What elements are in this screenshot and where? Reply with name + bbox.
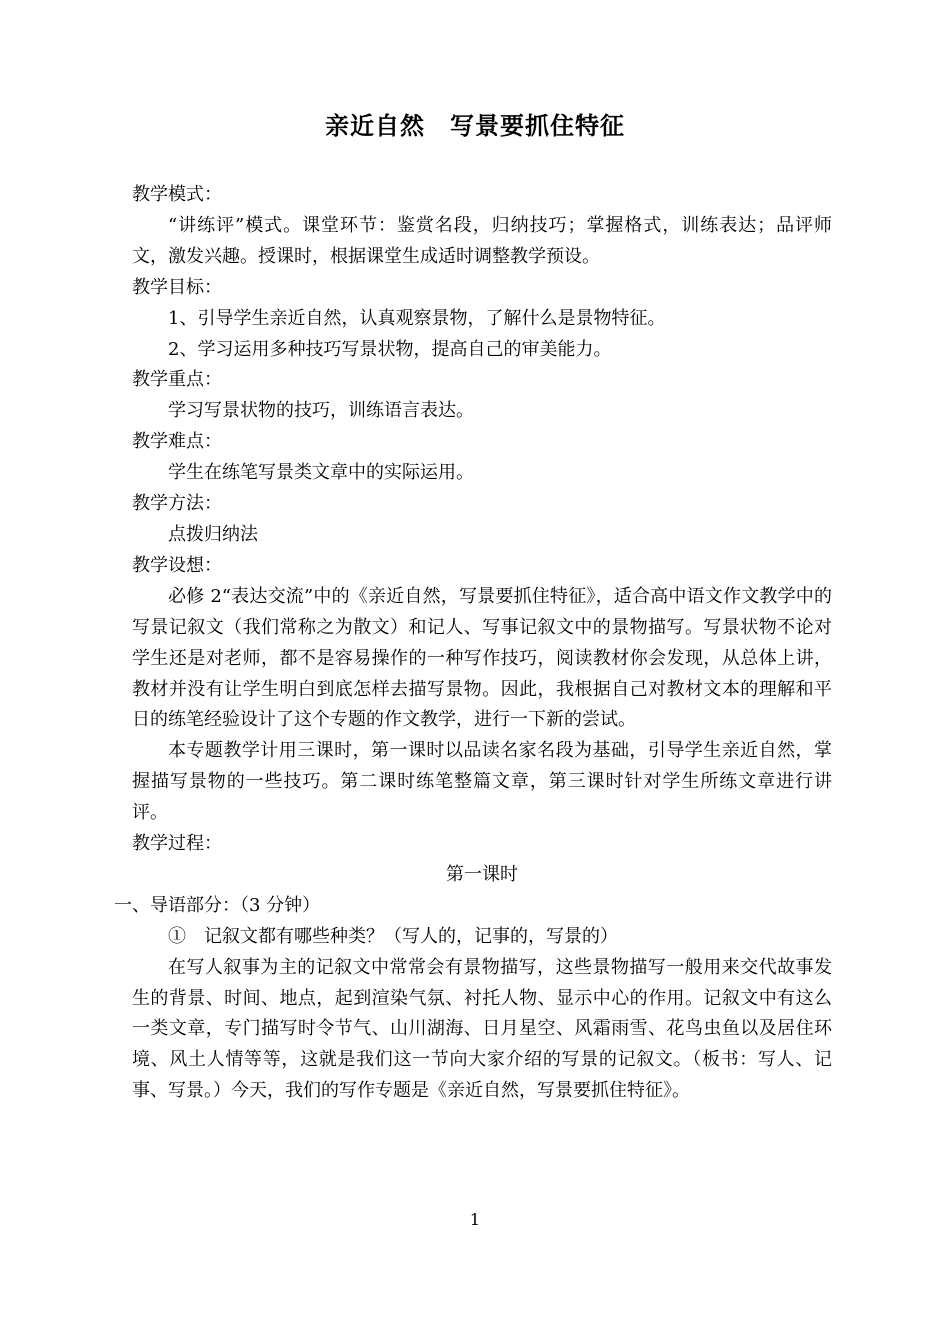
paragraph-teaching-goals-heading: 教学目标： [132,276,222,298]
paragraph-difficulties-heading: 教学难点： [132,431,222,453]
paragraph-question-1: ① 记叙文都有哪些种类？（写人的，记事的，写景的） [168,925,618,947]
paragraph-design-2: 本专题教学计用三课时，第一课时以品读名家名段为基础，引导学生亲近自然，掌握描写景物的一些技巧。第二课时练笔整篇文章，第三课时针对学生所练文章进行讲评。 [132,740,832,824]
paragraph-key-points: 学习写景状物的技巧，训练语言表达。 [168,400,474,422]
paragraph-process-heading: 教学过程： [132,833,222,855]
paragraph-teaching-mode: “讲练评”模式。课堂环节：鉴赏名段，归纳技巧；掌握格式，训练表达；品评师文，激发兴趣。授课时，根据课堂生成适时调整教学预设。 [132,214,832,267]
paragraph-teaching-mode-heading: 教学模式： [132,184,222,205]
paragraph-difficulties: 学生在练笔写景类文章中的实际运用。 [168,462,474,484]
paragraph-lesson-one: 第一课时 [446,863,518,885]
paragraph-key-points-heading: 教学重点： [132,369,222,391]
paragraph-goal-2: 2、学习运用多种技巧写景状物，提高自己的审美能力。 [168,338,612,360]
paragraph-goal-1: 1、引导学生亲近自然，认真观察景物，了解什么是景物特征。 [168,307,666,329]
page-number: 1 [469,1210,481,1229]
document-title: 亲近自然 写景要抓住特征 [325,111,625,140]
paragraph-intro-section: 一、导语部分：（3 分钟） [114,894,321,916]
paragraph-intro-body: 在写人叙事为主的记叙文中常常会有景物描写，这些景物描写一般用来交代故事发生的背景、时间、地点，起到渲染气氛、衬托人物、显示中心的作用。记叙文中有这么一类文章，专门描写时令节气、山川湖海、日月星空、风霜雨雪、花鸟虫鱼以及居住环境、风土人情等等，这就是我们这一节向大家介绍的写景的记叙文。（板书：写人、记事、写景。）今天，我们的写作专题是《亲近自然，写景要抓住特征》。 [132,956,832,1102]
paragraph-methods-heading: 教学方法： [132,493,222,515]
document-body [114,180,832,1107]
paragraph-design-1: 必修 2“表达交流”中的《亲近自然，写景要抓住特征》，适合高中语文作文教学中的写景记叙文（我们常称之为散文）和记人、写事记叙文中的景物描写。写景状物不论对学生还是对老师，都不是容易操作的一种写作技巧，阅读教材你会发现，从总体上讲，教材并没有让学生明白到底怎样去描写景物。因此，我根据自己对教材文本的理解和平日的练笔经验设计了这个专题的作文教学，进行一下新的尝试。 [132,585,832,731]
paragraph-design-heading: 教学设想： [132,554,222,576]
paragraph-methods: 点拨归纳法 [168,523,258,545]
